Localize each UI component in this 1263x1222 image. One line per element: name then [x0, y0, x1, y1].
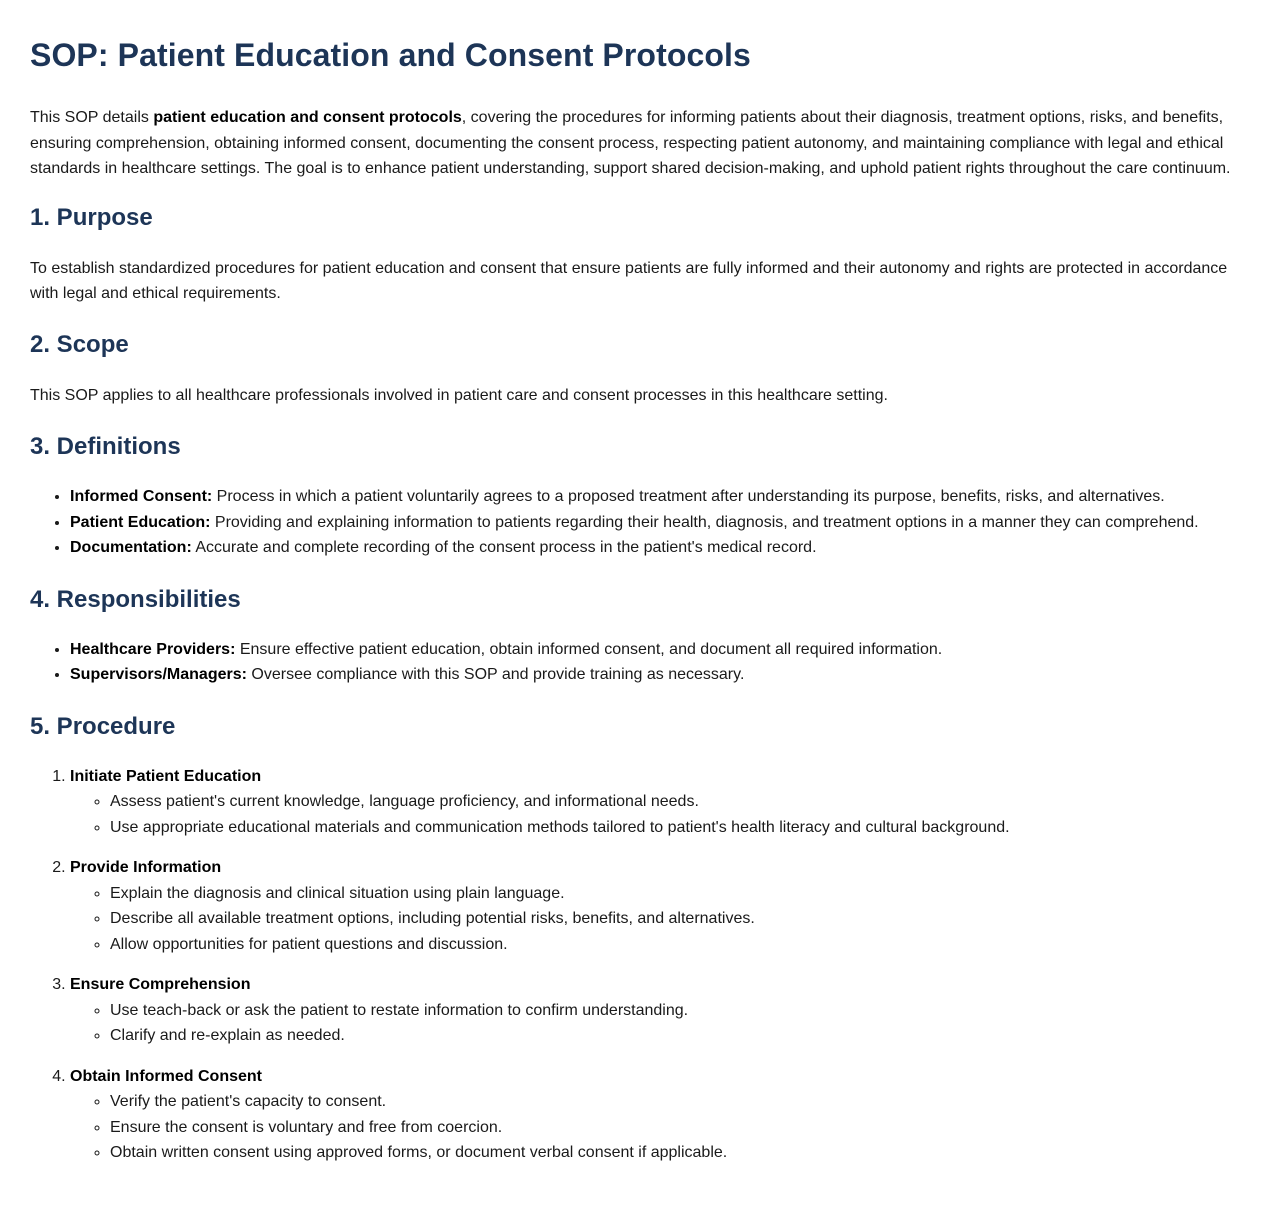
section-scope	[30, 330, 1233, 409]
list-item: ◦ Allow opportunities for patient questions and discussion.	[110, 932, 1233, 958]
responsibilities-heading: 4. Responsibilities	[30, 585, 241, 613]
list-item: ◦ Assess patient's current knowledge, language proficiency, and informational needs.	[110, 789, 1233, 815]
procedure-step	[70, 972, 1233, 1049]
procedure-step	[70, 855, 1233, 957]
responsibility-term: Supervisors/Managers:	[70, 666, 247, 683]
list-item	[70, 510, 1233, 536]
section-purpose	[30, 203, 1233, 307]
definition-term: Informed Consent:	[70, 488, 213, 505]
responsibilities-list	[30, 637, 1233, 688]
list-item	[70, 662, 1233, 688]
definition-text: Process in which a patient voluntarily agrees to a proposed treatment after understanding its purpose, benefits, risks, and alternatives.	[212, 488, 1165, 505]
step-title: Ensure Comprehension	[70, 976, 251, 993]
intro-bold: patient education and consent protocols	[153, 109, 462, 126]
step-substeps	[70, 998, 1233, 1049]
list-item: ◦ Verify the patient's capacity to consent.	[110, 1089, 1233, 1115]
list-item: ◦ Explain the diagnosis and clinical situation using plain language.	[110, 881, 1233, 907]
step-substeps	[70, 789, 1233, 840]
step-title: Provide Information	[70, 859, 222, 876]
list-item: ◦ Use appropriate educational materials and communication methods tailored to patient's health literacy and cultural background.	[110, 815, 1233, 841]
scope-heading: 2. Scope	[30, 330, 129, 358]
definitions-heading: 3. Definitions	[30, 433, 181, 460]
list-item	[70, 637, 1233, 663]
list-item: ◦ Describe all available treatment options, including potential risks, benefits, and alternatives.	[110, 906, 1233, 932]
list-item	[70, 535, 1233, 561]
step-title: Obtain Informed Consent	[70, 1067, 262, 1085]
procedure-heading: 5. Procedure	[30, 712, 176, 740]
responsibility-text: Oversee compliance with this SOP and provide training as necessary.	[246, 666, 745, 683]
document	[0, 36, 1263, 1166]
procedure-step	[70, 1064, 1233, 1166]
step-substeps	[70, 881, 1233, 958]
list-item	[70, 484, 1233, 510]
intro-suffix: , covering the procedures for informing patients about their diagnosis, treatment options, risks, and benefits, ensuring comprehension, obtaining informed consent, documenting the consent process, respecting patient autonomy, and maintaining compliance with legal and ethical standards in healthcare settings. The goal is to enhance patient understanding, support shared decision-making, and uphold patient rights throughout the care continuum.	[30, 109, 1231, 177]
intro-paragraph	[30, 105, 1233, 182]
definitions-list	[30, 484, 1233, 561]
list-item: ◦ Ensure the consent is voluntary and free from coercion.	[110, 1115, 1233, 1141]
page-title: SOP: Patient Education and Consent Protocols	[30, 37, 751, 73]
step-title: Initiate Patient Education	[70, 767, 262, 785]
procedure-steps	[30, 764, 1233, 1166]
definition-term: Patient Education:	[70, 513, 211, 531]
intro-prefix: This SOP details	[30, 109, 154, 126]
responsibility-text: Ensure effective patient education, obtain informed consent, and document all required information.	[235, 640, 943, 658]
section-procedure	[30, 712, 1233, 1166]
purpose-text: To establish standardized procedures for patient education and consent that ensure patients are fully informed and their autonomy and rights are protected in accordance with legal and ethical requirements.	[30, 259, 1228, 302]
procedure-step	[70, 764, 1233, 841]
scope-text: This SOP applies to all healthcare professionals involved in patient care and consent processes in this healthcare setting.	[30, 386, 888, 404]
list-item: ◦ Clarify and re-explain as needed.	[110, 1023, 1233, 1049]
purpose-heading: 1. Purpose	[30, 203, 153, 231]
section-definitions	[30, 432, 1233, 561]
list-item: ◦ Obtain written consent using approved forms, or document verbal consent if applicable.	[110, 1140, 1233, 1166]
section-responsibilities	[30, 585, 1233, 688]
responsibility-term: Healthcare Providers:	[70, 640, 236, 658]
definition-text: Providing and explaining information to patients regarding their health, diagnosis, and treatment options in a manner they can comprehend.	[210, 513, 1199, 531]
definition-text: Accurate and complete recording of the consent process in the patient's medical record.	[191, 539, 817, 556]
step-substeps	[70, 1089, 1233, 1166]
list-item: ◦ Use teach-back or ask the patient to restate information to confirm understanding.	[110, 998, 1233, 1024]
definition-term: Documentation:	[70, 539, 192, 556]
